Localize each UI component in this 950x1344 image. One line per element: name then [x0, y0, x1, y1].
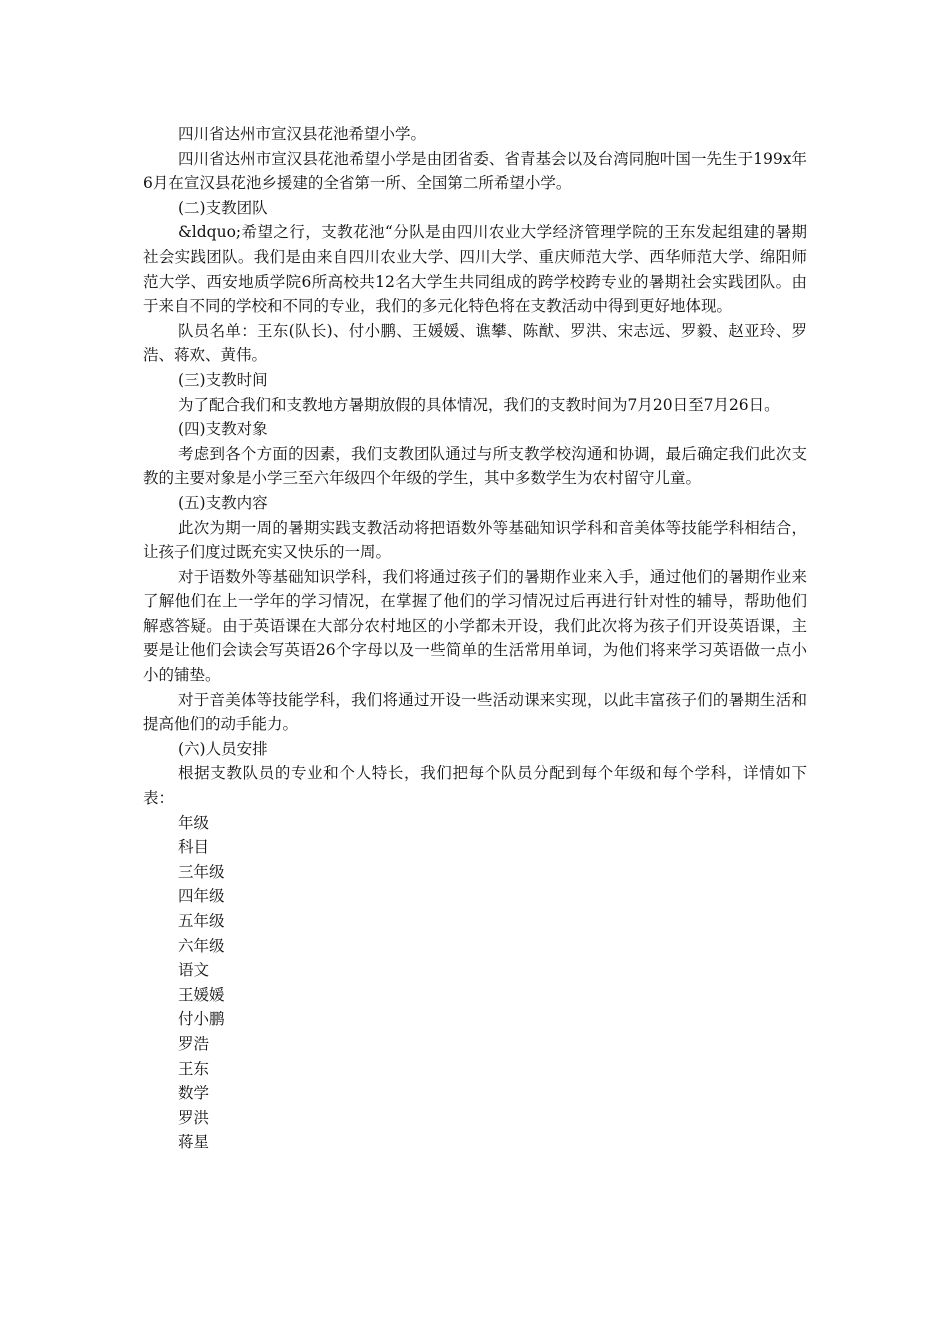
table-cell-grade-5: 五年级: [178, 912, 225, 930]
table-cell-teacher: 罗浩: [178, 1034, 210, 1053]
heading-content: (五)支教内容: [178, 493, 268, 512]
table-cell-subject-chinese: 语文: [178, 961, 210, 980]
table-cell-grade-header: 年级: [178, 813, 210, 832]
heading-team: (二)支教团队: [178, 198, 268, 217]
table-cell-grade-6: 六年级: [178, 936, 225, 955]
paragraph-content-basic-subjects: 对于语数外等基础知识学科，我们将通过孩子们的暑期作业来入手，通过他们的暑期作业来了解他们在上一学年的学习情况，在掌握了他们的学习情况过后再进行针对性的辅导，帮助他们解惑答疑。由于英语课在大部分农村地区的小学都未开设，我们此次将为孩子们开设英语课，主要是让他们会读会写英语26个字母以及一些简单的生活常用单词，为他们将来学习英语做一点小小的铺垫。: [143, 567, 807, 685]
table-cell-teacher: 蒋星: [178, 1133, 210, 1152]
paragraph-school-intro: 四川省达州市宣汉县花池希望小学是由团省委、省青基会以及台湾同胞叶国一先生于199x年6月在宣汉县花池乡援建的全省第一所、全国第二所希望小学。: [143, 149, 807, 193]
table-cell-subject-math: 数学: [178, 1084, 210, 1103]
table-cell-teacher: 王媛媛: [178, 985, 225, 1004]
table-cell-teacher: 付小鹏: [178, 1010, 225, 1029]
heading-target: (四)支教对象: [178, 420, 268, 439]
paragraph-content-skill-subjects: 对于音美体等技能学科，我们将通过开设一些活动课来实现，以此丰富孩子们的暑期生活和提高他们的动手能力。: [143, 690, 807, 734]
paragraph-time: 为了配合我们和支教地方暑期放假的具体情况，我们的支教时间为7月20日至7月26日。: [178, 395, 780, 414]
table-cell-grade-4: 四年级: [178, 887, 225, 906]
paragraph-team-intro: &ldquo;希望之行，支教花池“分队是由四川农业大学经济管理学院的王东发起组建的暑期社会实践团队。我们是由来自四川农业大学、四川大学、重庆师范大学、西华师范大学、绵阳师范大学、西安地质学院6所高校共12名大学生共同组成的跨学校跨专业的暑期社会实践团队。由于来自不同的学校和不同的专业，我们的多元化特色将在支教活动中得到更好地体现。: [143, 223, 807, 316]
table-cell-subject-header: 科目: [178, 838, 210, 857]
paragraph-content-overview: 此次为期一周的暑期实践支教活动将把语数外等基础知识学科和音美体等技能学科相结合，让孩子们度过既充实又快乐的一周。: [143, 518, 807, 562]
paragraph-school-name: 四川省达州市宣汉县花池希望小学。: [178, 125, 427, 143]
paragraph-target: 考虑到各个方面的因素，我们支教团队通过与所支教学校沟通和协调，最后确定我们此次支教的主要对象是小学三至六年级四个年级的学生，其中多数学生为农村留守儿童。: [143, 444, 807, 488]
heading-time: (三)支教时间: [178, 370, 268, 389]
table-cell-teacher: 王东: [178, 1059, 210, 1078]
table-cell-grade-3: 三年级: [178, 862, 225, 881]
heading-staffing: (六)人员安排: [178, 739, 268, 758]
document-body: [143, 122, 807, 1155]
paragraph-member-list: 队员名单：王东(队长)、付小鹏、王媛媛、谯攀、陈猷、罗洪、宋志远、罗毅、赵亚玲、罗浩、蒋欢、黄伟。: [143, 321, 807, 365]
table-cell-teacher: 罗洪: [178, 1108, 210, 1127]
paragraph-staffing: 根据支教队员的专业和个人特长，我们把每个队员分配到每个年级和每个学科，详情如下表：: [143, 764, 807, 808]
